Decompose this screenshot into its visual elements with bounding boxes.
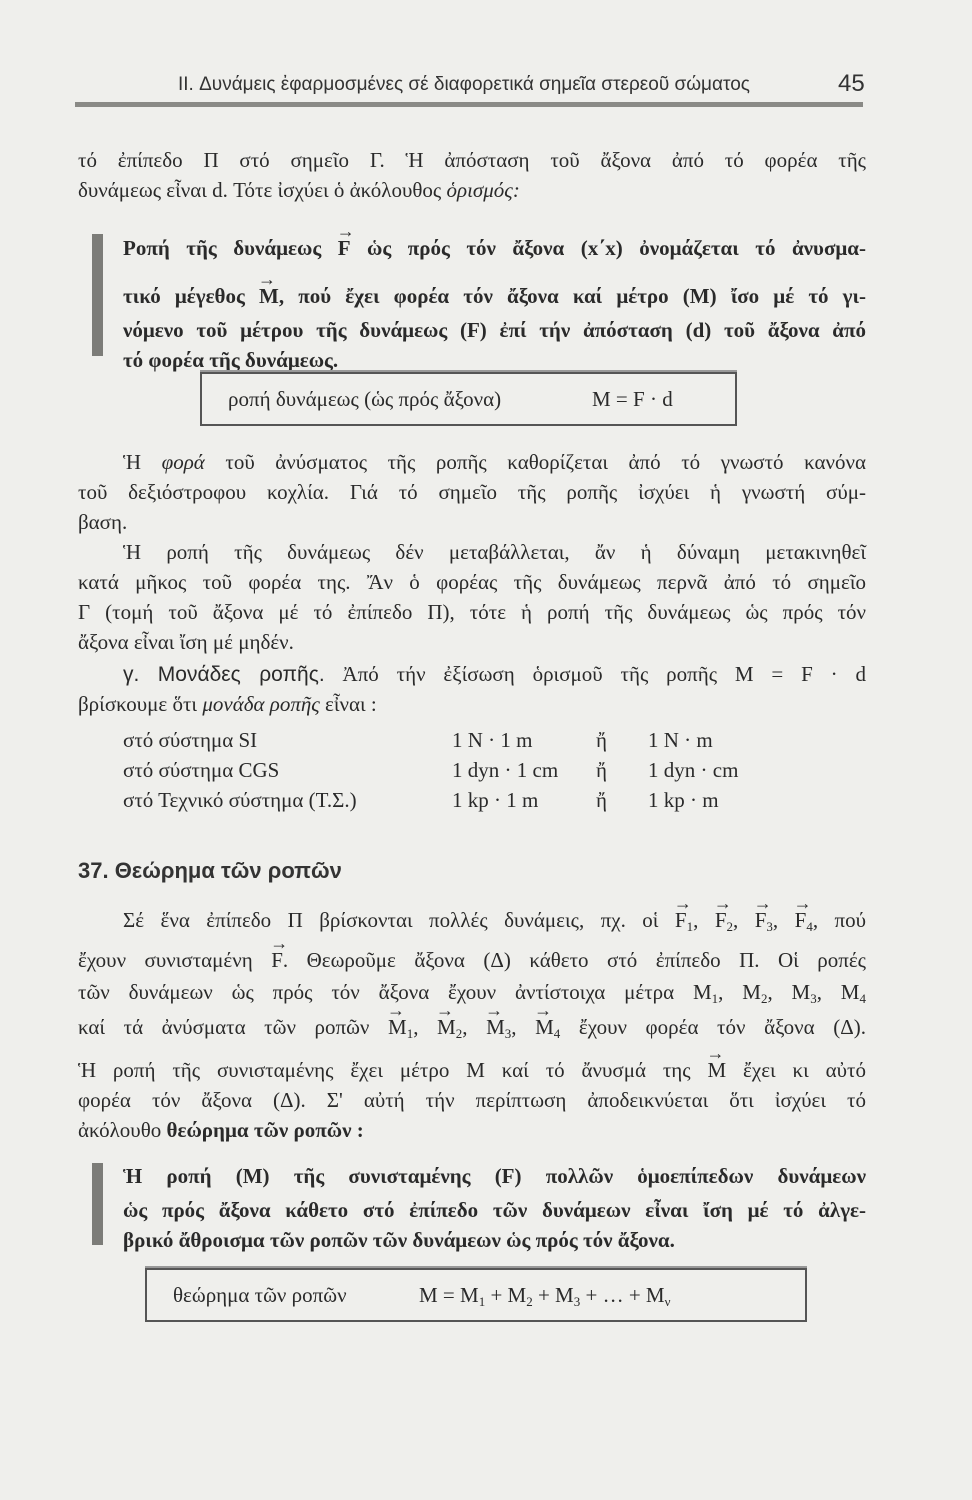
text-line <box>78 597 866 627</box>
subscript: 4 <box>553 1026 561 1041</box>
text-line <box>78 477 866 507</box>
subscript: 2 <box>526 1294 533 1309</box>
text-run: εἶναι : <box>319 692 377 716</box>
units-or: ἤ <box>596 788 607 812</box>
text-run: ὡς πρός τόν ἄξονα (x΄x) ὀνομάζεται τό ἀνυσμα- <box>350 236 866 260</box>
torque-formula-label: ροπή δυνάμεως (ὡς πρός ἄξονα) <box>228 387 502 411</box>
vector-symbol: → M <box>437 1012 456 1042</box>
units-or: ἤ <box>596 758 607 782</box>
subscript: 1 <box>478 1294 486 1309</box>
theorem-formula-label: θεώρημα τῶν ροπῶν <box>173 1283 347 1307</box>
text-run: ἀκόλουθο <box>78 1118 167 1142</box>
subscript: 3 <box>504 1026 512 1041</box>
subsection-title: γ. Μονάδες ροπῆς. <box>123 663 325 686</box>
text-run: τικό μέγεθος <box>123 284 260 308</box>
running-title: II. Δυνάμεις ἐφαρμοσμένες σέ διαφορετικά σημεῖα στερεοῦ σώματος <box>178 74 750 95</box>
text-run: νόμενο τοῦ μέτρου τῆς δυνάμεως (F) ἐπί τήν ἀπόσταση (d) τοῦ ἄξονα ἀπό <box>123 318 866 342</box>
text-run: , <box>413 1015 438 1039</box>
text-run: , M <box>718 980 761 1004</box>
text-run: , <box>462 1015 487 1039</box>
text-line <box>78 1085 866 1115</box>
units-short: 1 N · m <box>648 728 713 752</box>
text-line <box>123 1225 866 1255</box>
text-run: , <box>693 908 715 932</box>
subscript: 4 <box>859 991 866 1006</box>
text-run: ἔχουν φορέα τόν ἄξονα (Δ). <box>560 1015 866 1039</box>
units-unit: 1 dyn · 1 cm <box>452 758 559 782</box>
torque-formula-box <box>200 372 737 426</box>
text-line <box>123 233 866 263</box>
subscript: 3 <box>766 919 773 934</box>
text-line <box>78 567 866 597</box>
text-run: Ἀπό τήν ἐξίσωση ὁρισμοῦ τῆς ροπῆς M = F · d <box>324 662 866 686</box>
text-run: + M <box>532 1283 574 1307</box>
text-run: φορέα τόν ἄξονα (Δ). Σ' αὐτή τήν περίπτωση ἀποδεικνύεται ὅτι ἰσχύει τό <box>78 1088 866 1112</box>
text-run: Ἡ ροπή τῆς συνισταμένης ἔχει μέτρο M καί τό ἄνυσμά της <box>78 1058 708 1082</box>
subscript: 1 <box>711 991 719 1006</box>
theorem-margin-bar <box>92 1163 103 1245</box>
subscript: 1 <box>406 1026 414 1041</box>
vector-symbol: → M <box>486 1012 505 1042</box>
torque-formula: M = F · d <box>592 387 673 411</box>
text-line <box>123 281 866 311</box>
vector-symbol: → F <box>338 233 351 263</box>
section-heading: 37. Θεώρημα τῶν ροπῶν <box>78 858 342 883</box>
vector-symbol: → M <box>535 1012 554 1042</box>
text-line <box>78 175 866 205</box>
text-line <box>78 977 866 1007</box>
text-run: , <box>772 908 795 932</box>
text-run: τῶν δυνάμεων ὡς πρός τόν ἄξονα ἔχουν ἀντίστοιχα μέτρα M <box>78 980 712 1004</box>
text-run: τοῦ ἀνύσματος τῆς ροπῆς καθορίζεται ἀπό τό γνωστό κανόνα <box>204 450 867 474</box>
text-run: ἔχουν συνισταμένη <box>78 948 272 972</box>
text-line <box>123 345 866 375</box>
subscript: 2 <box>760 991 768 1006</box>
italic-term: ὁρισμός: <box>446 178 520 202</box>
text-run: ἔχει κι αὐτό <box>726 1058 866 1082</box>
subscript: 2 <box>726 919 733 934</box>
text-run: τό ἐπίπεδο Π στό σημεῖο Γ. Ἡ ἀπόσταση τοῦ ἄξονα ἀπό τό φορέα τῆς <box>78 148 866 172</box>
text-run: ἄξονα εἶναι ἴση μέ μηδέν. <box>78 630 294 654</box>
header-rule <box>75 102 863 107</box>
text-run: δυνάμεως εἶναι d. Τότε ἰσχύει ὁ ἀκόλουθος <box>78 178 447 202</box>
text-run: βαση. <box>78 510 128 534</box>
subscript: 2 <box>455 1026 463 1041</box>
text-line <box>78 1012 866 1042</box>
italic-term: μονάδα ροπῆς <box>202 692 320 716</box>
text-line <box>123 315 866 345</box>
theorem-formula-box <box>145 1268 807 1322</box>
text-run: + M <box>485 1283 527 1307</box>
vector-symbol: → M <box>259 281 279 311</box>
text-run: Γ (τομή τοῦ ἄξονα μέ τό ἐπίπεδο Π), τότε ἡ ροπή τῆς δυνάμεως ὡς πρός τόν <box>78 600 866 624</box>
text-run: τό φορέα τῆς δυνάμεως. <box>123 348 339 372</box>
vector-symbol: → F <box>795 905 807 935</box>
text-run: Σέ ἕνα ἐπίπεδο Π βρίσκονται πολλές δυνάμεις, πχ. οἱ <box>123 908 675 932</box>
subscript: 1 <box>686 919 694 934</box>
text-run: , M <box>767 980 811 1004</box>
text-run: καί τά ἀνύσματα τῶν ροπῶν <box>78 1015 389 1039</box>
italic-term: φορά <box>161 450 205 474</box>
text-run: βρίσκουμε ὅτι <box>78 692 203 716</box>
text-run: . Θεωροῦμε ἄξονα (Δ) κάθετο στό ἐπίπεδο Π. Οἱ ροπές <box>282 948 866 972</box>
vector-symbol: → F <box>755 905 767 935</box>
bold-term: θεώρημα τῶν ροπῶν : <box>166 1118 364 1142</box>
subscript: 3 <box>573 1294 581 1309</box>
text-run: τοῦ δεξιόστροφου κοχλία. Γιά τό σημεῖο τῆς ροπῆς ἰσχύει ἡ γνωστή σύμ- <box>78 480 866 504</box>
vector-symbol: → M <box>388 1012 407 1042</box>
text-run: , πού <box>812 908 867 932</box>
text-run: , <box>733 908 755 932</box>
definition-margin-bar <box>92 234 103 356</box>
text-run: + … + M <box>580 1283 665 1307</box>
units-system: στό Τεχνικό σύστημα (Τ.Σ.) <box>123 788 357 812</box>
text-line <box>78 689 866 719</box>
text-run: κατά μῆκος τοῦ φορέα της. Ἄν ὁ φορέας τῆς δυνάμεως περνᾶ ἀπό τό σημεῖο <box>78 570 866 594</box>
units-short: 1 kp · m <box>648 788 719 812</box>
text-line <box>78 145 866 175</box>
units-or: ἤ <box>596 728 607 752</box>
text-line <box>123 659 866 689</box>
text-run: Ἡ <box>123 450 162 474</box>
text-run: Ροπή τῆς δυνάμεως <box>123 236 338 260</box>
theorem-formula <box>419 1280 670 1310</box>
subscript: ν <box>664 1294 671 1309</box>
subscript: 3 <box>810 991 817 1006</box>
text-run: ὡς πρός ἄξονα κάθετο στό ἐπίπεδο τῶν δυνάμεων εἶναι ἴση μέ τό ἀλγε- <box>123 1198 866 1222</box>
text-line <box>78 1055 866 1085</box>
text-line <box>123 537 866 567</box>
text-run: Ἡ ροπή (M) τῆς συνισταμένης (F) πολλῶν ὁμοεπίπεδων δυνάμεων <box>123 1164 866 1188</box>
text-line <box>123 1161 866 1191</box>
text-line <box>123 905 866 935</box>
text-line <box>123 447 866 477</box>
text-run: , <box>511 1015 536 1039</box>
text-line <box>78 627 866 657</box>
vector-symbol: → M <box>707 1055 726 1085</box>
vector-symbol: → F <box>271 945 283 975</box>
text-line <box>78 945 866 975</box>
units-system: στό σύστημα CGS <box>123 758 280 782</box>
units-unit: 1 N · 1 m <box>452 728 533 752</box>
text-run: , M <box>816 980 860 1004</box>
units-short: 1 dyn · cm <box>648 758 739 782</box>
text-line <box>78 1115 866 1145</box>
units-system: στό σύστημα SI <box>123 728 258 752</box>
text-line <box>123 1195 866 1225</box>
text-run: M = M <box>419 1283 479 1307</box>
units-unit: 1 kp · 1 m <box>452 788 539 812</box>
subscript: 4 <box>806 919 813 934</box>
text-line <box>78 507 866 537</box>
text-run: βρικό ἄθροισμα τῶν ροπῶν τῶν δυνάμεων ὡς πρός τόν ἄξονα. <box>123 1228 675 1252</box>
text-run: Ἡ ροπή τῆς δυνάμεως δέν μεταβάλλεται, ἄν ἡ δύναμη μετακινηθεῖ <box>123 540 866 564</box>
vector-symbol: → F <box>715 905 727 935</box>
page-number: 45 <box>838 70 865 97</box>
text-run: , πού ἔχει φορέα τόν ἄξονα καί μέτρο (M) ἴσο μέ τό γι- <box>278 284 866 308</box>
vector-symbol: → F <box>675 905 687 935</box>
